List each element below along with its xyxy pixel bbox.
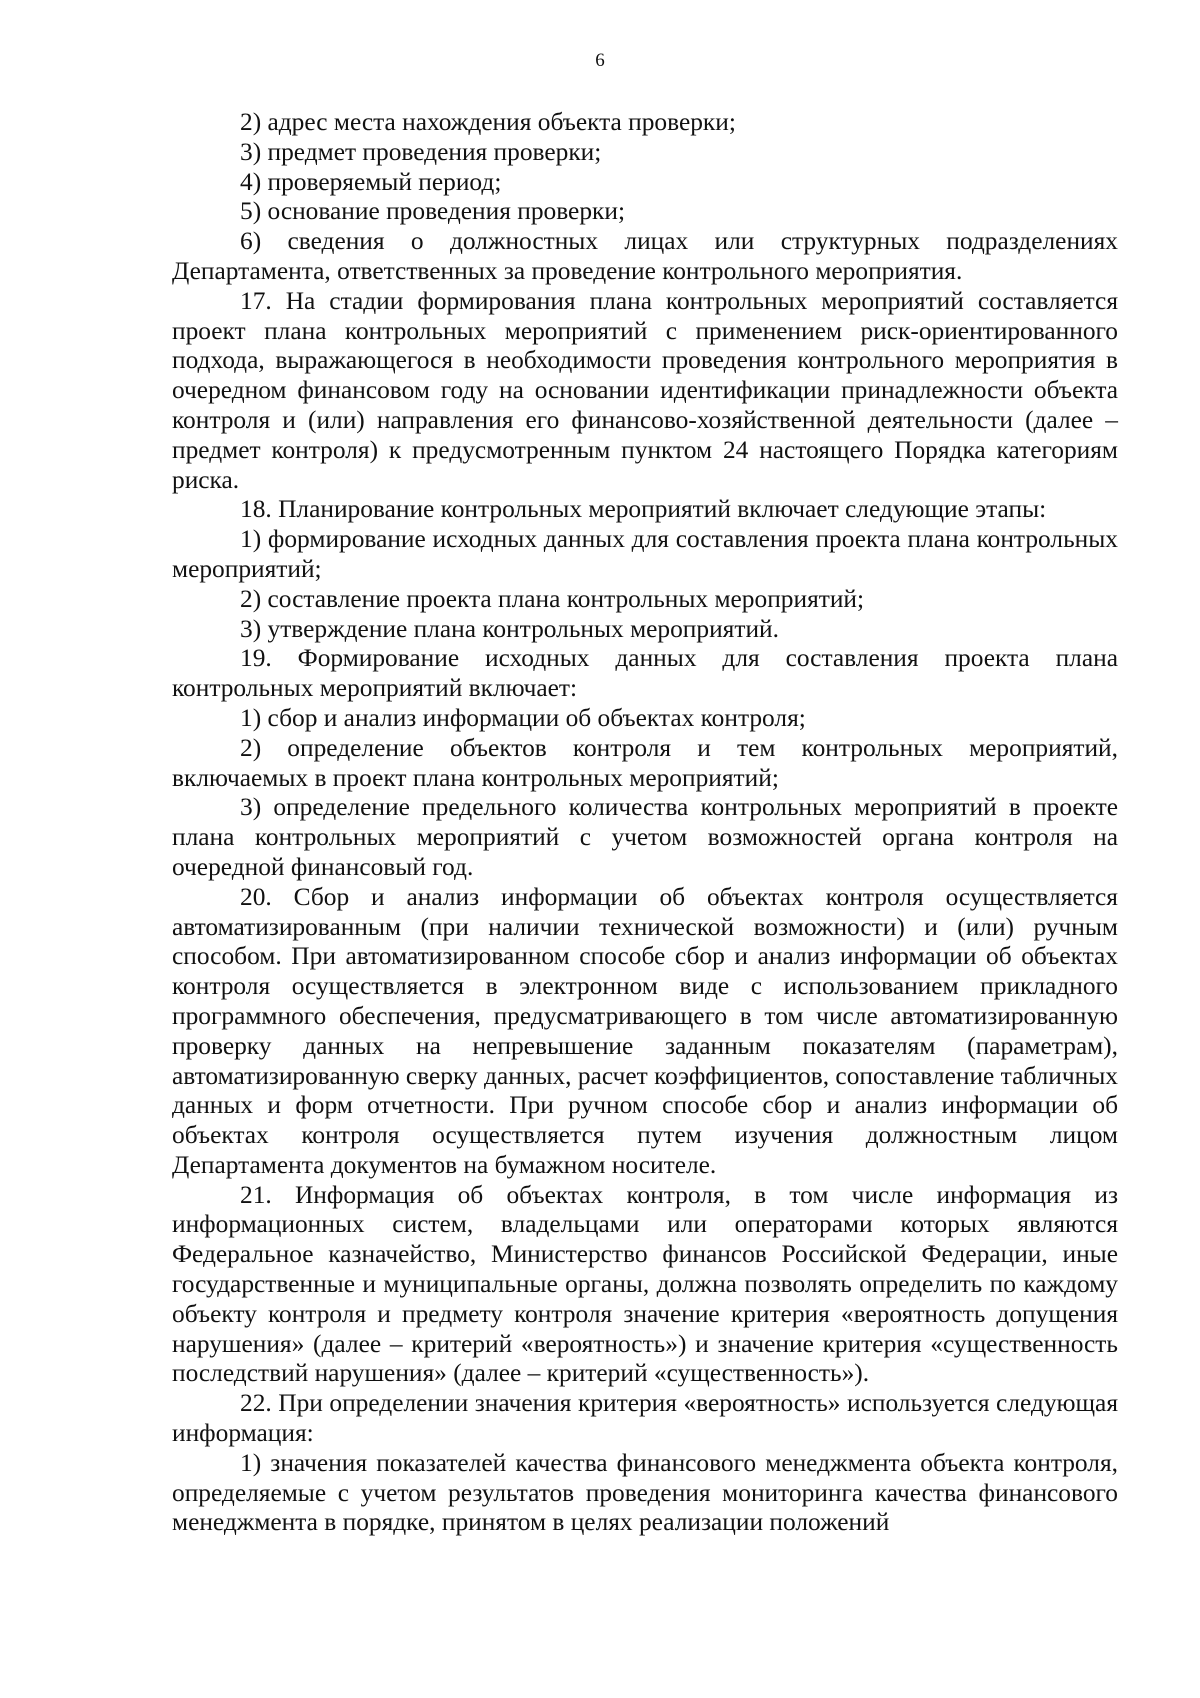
- list-item: 1) формирование исходных данных для составления проекта плана контрольных мероприятий;: [172, 525, 1118, 583]
- list-item: 2) адрес места нахождения объекта проверки;: [240, 108, 736, 136]
- clause-19: 19. Формирование исходных данных для составления проекта плана контрольных мероприятий включает:: [172, 644, 1118, 703]
- list-item: 3) определение предельного количества контрольных мероприятий в проекте плана контрольных мероприятий с учетом возможностей органа контроля на очередной финансовый год.: [172, 793, 1118, 881]
- page-number: 6: [595, 50, 605, 71]
- list-item: 4) проверяемый период;: [240, 167, 502, 196]
- clause-20: 20. Сбор и анализ информации об объектах контроля осуществляется автоматизированным (при наличии технической возможности) и (или) ручным способом. При автоматизированном способе сбор и анализ информации об объектах контроля осуществляется в электронном виде с использованием прикладного программного обеспечения, предусматривающего в том числе автоматизированную проверку данных на непревышение заданным показателям (параметрам), автоматизированную сверку данных, расчет коэффициентов, сопоставление табличных данных и форм отчетности. При ручном способе сбор и анализ информации об объектах контроля осуществляется путем изучения должностным лицом Департамента документов на бумажном носителе.: [172, 882, 1118, 1179]
- list-item: 1) сбор и анализ информации об объектах контроля;: [240, 703, 806, 732]
- clause-18: 18. Планирование контрольных мероприятий включает следующие этапы:: [240, 495, 1047, 524]
- clause-17: 17. На стадии формирования плана контрольных мероприятий составляется проект плана контрольных мероприятий с применением риск-ориентированного подхода, выражающегося в необходимости проведения контрольного мероприятия в очередном финансовом году на основании идентификации принадлежности объекта контроля и (или) направления его финансово-хозяйственной деятельности (далее – предмет контроля) к предусмотренным пунктом 24 настоящего Порядка категориям риска.: [172, 286, 1118, 494]
- document-body: [172, 108, 1118, 1538]
- list-item: 5) основание проведения проверки;: [240, 197, 626, 226]
- list-item: 3) предмет проведения проверки;: [240, 137, 602, 166]
- list-item: 2) определение объектов контроля и тем контрольных мероприятий, включаемых в проект плана контрольных мероприятий;: [172, 733, 1118, 792]
- list-item: 6) сведения о должностных лицах или структурных подразделениях Департамента, ответственных за проведение контрольного мероприятия.: [172, 227, 1118, 285]
- clause-21: 21. Информация об объектах контроля, в том числе информация из информационных систем, владельцами или операторами которых являются Федеральное казначейство, Министерство финансов Российской Федерации, иные государственные и муниципальные органы, должна позволять определить по каждому объекту контроля и предмету контроля значение критерия «вероятность допущения нарушения» (далее – критерий «вероятность») и значение критерия «существенность последствий нарушения» (далее – критерий «существенность»).: [172, 1180, 1118, 1388]
- list-item: 3) утверждение плана контрольных мероприятий.: [240, 614, 779, 643]
- list-item: 2) составление проекта плана контрольных мероприятий;: [240, 584, 865, 613]
- list-item: 1) значения показателей качества финансового менеджмента объекта контроля, определяемые с учетом результатов проведения мониторинга качества финансового менеджмента в порядке, принятом в целях реализации положений: [172, 1448, 1118, 1537]
- clause-22: 22. При определении значения критерия «вероятность» используется следующая информация:: [172, 1389, 1118, 1448]
